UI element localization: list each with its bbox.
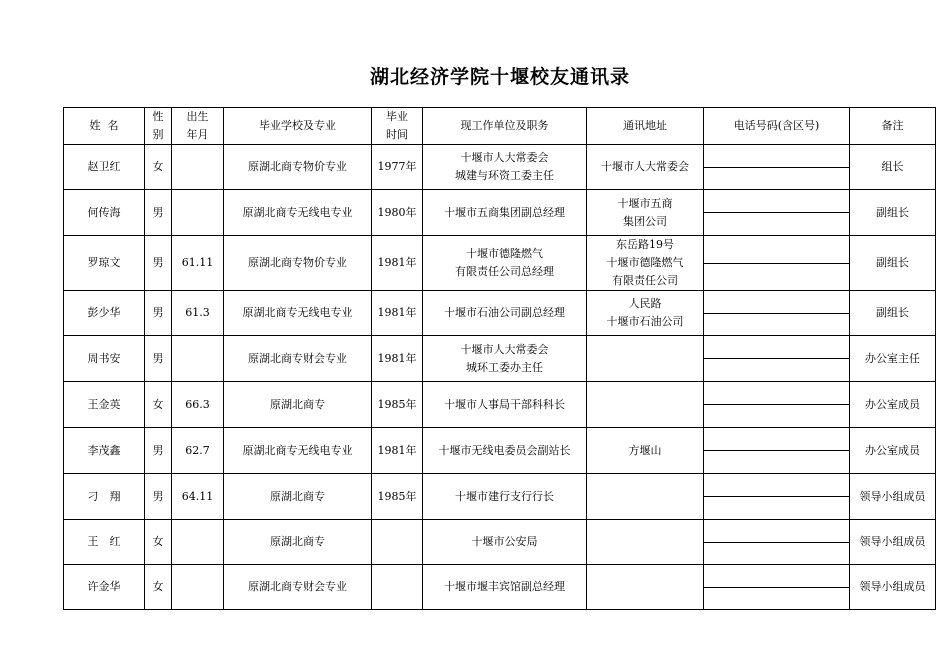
cell-phone (704, 428, 850, 474)
cell-phone (704, 336, 850, 382)
cell-birth: 62.7 (172, 428, 224, 474)
cell-address (587, 565, 704, 610)
cell-name: 彭少华 (64, 291, 145, 336)
phone-line (704, 313, 849, 336)
cell-note: 副组长 (850, 291, 936, 336)
header-birth: 出生 年月 (172, 108, 224, 145)
table-row (64, 565, 936, 610)
header-gender: 性 别 (145, 108, 172, 145)
cell-name: 何传海 (64, 190, 145, 236)
table-row (64, 190, 936, 236)
phone-line (704, 336, 849, 358)
table-body (64, 145, 936, 610)
phone-subcells (704, 382, 849, 427)
phone-line (704, 587, 849, 610)
cell-work: 十堰市德隆燃气 有限责任公司总经理 (423, 236, 587, 291)
cell-phone (704, 145, 850, 190)
cell-work: 十堰市人大常委会 城建与环资工委主任 (423, 145, 587, 190)
phone-line (704, 542, 849, 565)
cell-name: 罗琼文 (64, 236, 145, 291)
cell-name: 王金英 (64, 382, 145, 428)
cell-phone (704, 190, 850, 236)
phone-line (704, 450, 849, 473)
cell-address: 十堰市五商 集团公司 (587, 190, 704, 236)
cell-school: 原湖北商专无线电专业 (224, 428, 372, 474)
cell-work: 十堰市建行支行行长 (423, 474, 587, 520)
header-name: 姓 名 (64, 108, 145, 145)
alumni-table (63, 107, 936, 610)
cell-birth: 64.11 (172, 474, 224, 520)
cell-phone (704, 291, 850, 336)
cell-work: 十堰市堰丰宾馆副总经理 (423, 565, 587, 610)
cell-name: 王 红 (64, 520, 145, 565)
cell-note: 办公室成员 (850, 382, 936, 428)
cell-phone (704, 382, 850, 428)
cell-birth (172, 190, 224, 236)
cell-address: 十堰市人大常委会 (587, 145, 704, 190)
page-title: 湖北经济学院十堰校友通讯录 (369, 66, 630, 88)
cell-note: 领导小组成员 (850, 520, 936, 565)
table-row (64, 382, 936, 428)
header-phone: 电话号码(含区号) (704, 108, 850, 145)
cell-name: 赵卫红 (64, 145, 145, 190)
cell-note: 副组长 (850, 236, 936, 291)
phone-line (704, 565, 849, 587)
phone-subcells (704, 145, 849, 189)
cell-name: 刁 翔 (64, 474, 145, 520)
cell-gender: 女 (145, 382, 172, 428)
cell-school: 原湖北商专 (224, 474, 372, 520)
cell-address (587, 336, 704, 382)
cell-grad: 1981年 (372, 291, 423, 336)
cell-address (587, 520, 704, 565)
phone-line (704, 474, 849, 496)
cell-address (587, 382, 704, 428)
phone-line (704, 496, 849, 519)
cell-grad: 1981年 (372, 336, 423, 382)
phone-line (704, 212, 849, 235)
table-header-row (64, 108, 936, 145)
cell-work: 十堰市石油公司副总经理 (423, 291, 587, 336)
cell-note: 领导小组成员 (850, 565, 936, 610)
phone-line (704, 167, 849, 190)
cell-name: 李茂鑫 (64, 428, 145, 474)
cell-birth (172, 145, 224, 190)
cell-note: 办公室成员 (850, 428, 936, 474)
phone-subcells (704, 291, 849, 335)
cell-gender: 女 (145, 565, 172, 610)
cell-gender: 男 (145, 236, 172, 291)
phone-subcells (704, 428, 849, 473)
cell-grad: 1977年 (372, 145, 423, 190)
phone-line (704, 190, 849, 212)
cell-birth: 61.3 (172, 291, 224, 336)
table-row (64, 474, 936, 520)
cell-grad (372, 565, 423, 610)
cell-address: 东岳路19号 十堰市德隆燃气 有限责任公司 (587, 236, 704, 291)
cell-address: 人民路 十堰市石油公司 (587, 291, 704, 336)
table-row (64, 520, 936, 565)
cell-address: 方堰山 (587, 428, 704, 474)
header-address: 通讯地址 (587, 108, 704, 145)
cell-note: 领导小组成员 (850, 474, 936, 520)
cell-school: 原湖北商专物价专业 (224, 145, 372, 190)
table-row (64, 428, 936, 474)
cell-gender: 男 (145, 428, 172, 474)
phone-subcells (704, 237, 849, 289)
cell-school: 原湖北商专财会专业 (224, 336, 372, 382)
phone-line (704, 237, 849, 263)
cell-phone (704, 520, 850, 565)
cell-gender: 男 (145, 291, 172, 336)
phone-subcells (704, 190, 849, 235)
table-row (64, 236, 936, 291)
cell-work: 十堰市人大常委会 城环工委办主任 (423, 336, 587, 382)
cell-work: 十堰市公安局 (423, 520, 587, 565)
phone-line (704, 520, 849, 542)
cell-gender: 男 (145, 190, 172, 236)
cell-grad: 1985年 (372, 474, 423, 520)
cell-gender: 男 (145, 336, 172, 382)
cell-phone (704, 236, 850, 291)
cell-work: 十堰市人事局干部科科长 (423, 382, 587, 428)
cell-address (587, 474, 704, 520)
cell-school: 原湖北商专财会专业 (224, 565, 372, 610)
phone-line (704, 263, 849, 290)
cell-work: 十堰市无线电委员会副站长 (423, 428, 587, 474)
phone-subcells (704, 474, 849, 519)
phone-subcells (704, 565, 849, 609)
cell-grad (372, 520, 423, 565)
cell-phone (704, 474, 850, 520)
header-work: 现工作单位及职务 (423, 108, 587, 145)
cell-school: 原湖北商专 (224, 520, 372, 565)
cell-work: 十堰市五商集团副总经理 (423, 190, 587, 236)
table-row (64, 291, 936, 336)
phone-line (704, 358, 849, 381)
phone-subcells (704, 336, 849, 381)
cell-grad: 1981年 (372, 428, 423, 474)
cell-school: 原湖北商专无线电专业 (224, 190, 372, 236)
cell-birth (172, 336, 224, 382)
cell-grad: 1980年 (372, 190, 423, 236)
phone-line (704, 428, 849, 450)
cell-grad: 1981年 (372, 236, 423, 291)
cell-birth: 61.11 (172, 236, 224, 291)
table-row (64, 336, 936, 382)
cell-school: 原湖北商专物价专业 (224, 236, 372, 291)
cell-birth: 66.3 (172, 382, 224, 428)
cell-note: 副组长 (850, 190, 936, 236)
cell-school: 原湖北商专无线电专业 (224, 291, 372, 336)
phone-line (704, 382, 849, 404)
cell-phone (704, 565, 850, 610)
phone-line (704, 404, 849, 427)
header-school: 毕业学校及专业 (224, 108, 372, 145)
phone-line (704, 145, 849, 167)
cell-name: 周书安 (64, 336, 145, 382)
cell-note: 办公室主任 (850, 336, 936, 382)
cell-gender: 女 (145, 145, 172, 190)
cell-birth (172, 520, 224, 565)
header-grad: 毕业 时间 (372, 108, 423, 145)
table-row (64, 145, 936, 190)
cell-gender: 男 (145, 474, 172, 520)
cell-school: 原湖北商专 (224, 382, 372, 428)
cell-birth (172, 565, 224, 610)
cell-gender: 女 (145, 520, 172, 565)
header-note: 备注 (850, 108, 936, 145)
phone-line (704, 291, 849, 313)
cell-grad: 1985年 (372, 382, 423, 428)
cell-note: 组长 (850, 145, 936, 190)
cell-name: 许金华 (64, 565, 145, 610)
phone-subcells (704, 520, 849, 564)
